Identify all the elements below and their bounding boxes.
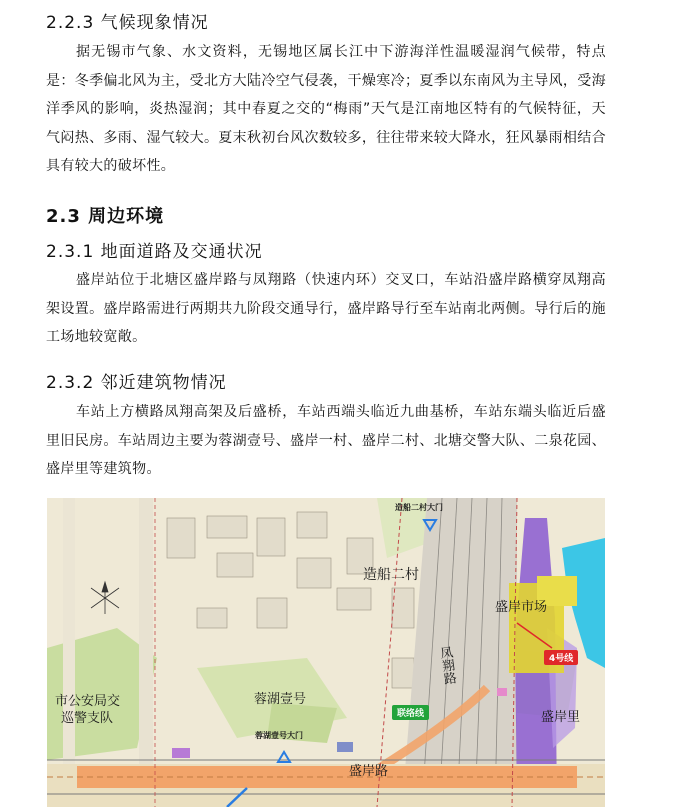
paragraph-buildings: 车站上方横路凤翔高架及后盛桥，车站西端头临近九曲基桥，车站东端头临近后盛里旧民房。车站周边主要为蓉湖壹号、盛岸一村、盛岸二村、北塘交警大队、二泉花园、盛岸里等建筑物。 [46,404,606,477]
label-ronghu-gate: 蓉湖壹号大门 [255,731,303,740]
label-road-fengxiang: 凤翔路 [436,645,457,686]
label-shipyard-village: 造船二村 [363,567,419,583]
section-heading-2-3: 2.3 周边环境 [46,206,165,227]
site-map [47,498,605,807]
section-heading-2-3-2: 2.3.2 邻近建筑物情况 [46,373,227,393]
paragraph-climate: 据无锡市气象、水文资料，无锡地区属长江中下游海洋性温暖湿润气候带，特点是：冬季偏北风为主，受北方大陆冷空气侵袭，干燥寒冷；夏季以东南风为主导风，受海洋季风的影响，炎热湿润；其中春夏之交的“梅雨”天气是江南地区特有的气候特征，天气闷热、多雨、湿气较大。夏末秋初台风次数较多，往往带来较大降水，狂风暴雨相结合具有较大的破坏性。 [46,44,606,174]
paragraph-roads: 盛岸站位于北塘区盛岸路与凤翔路（快速内环）交叉口，车站沿盛岸路横穿凤翔高架设置。盛岸路需进行两期共九阶段交通导行，盛岸路导行至车站南北两侧。导行后的施工场地较宽敞。 [46,272,606,345]
label-ronghu: 蓉湖壹号 [254,692,307,707]
label-shenganli: 盛岸里 [541,710,581,725]
site-map-drawing [47,498,605,807]
badge-link-line: 联络线 [392,705,429,720]
label-shengan-road: 盛岸路 [349,764,389,779]
section-heading-2-2-3: 2.2.3 气候现象情况 [46,13,209,33]
label-shipyard-gate: 造船二村大门 [395,503,443,512]
section-heading-2-3-1: 2.3.1 地面道路及交通状况 [46,242,263,262]
label-market: 盛岸市场 [495,600,548,615]
label-police-line2: 巡警支队 [61,711,114,726]
badge-line-4: 4号线 [544,650,578,665]
label-police-line1: 市公安局交 [55,694,121,709]
